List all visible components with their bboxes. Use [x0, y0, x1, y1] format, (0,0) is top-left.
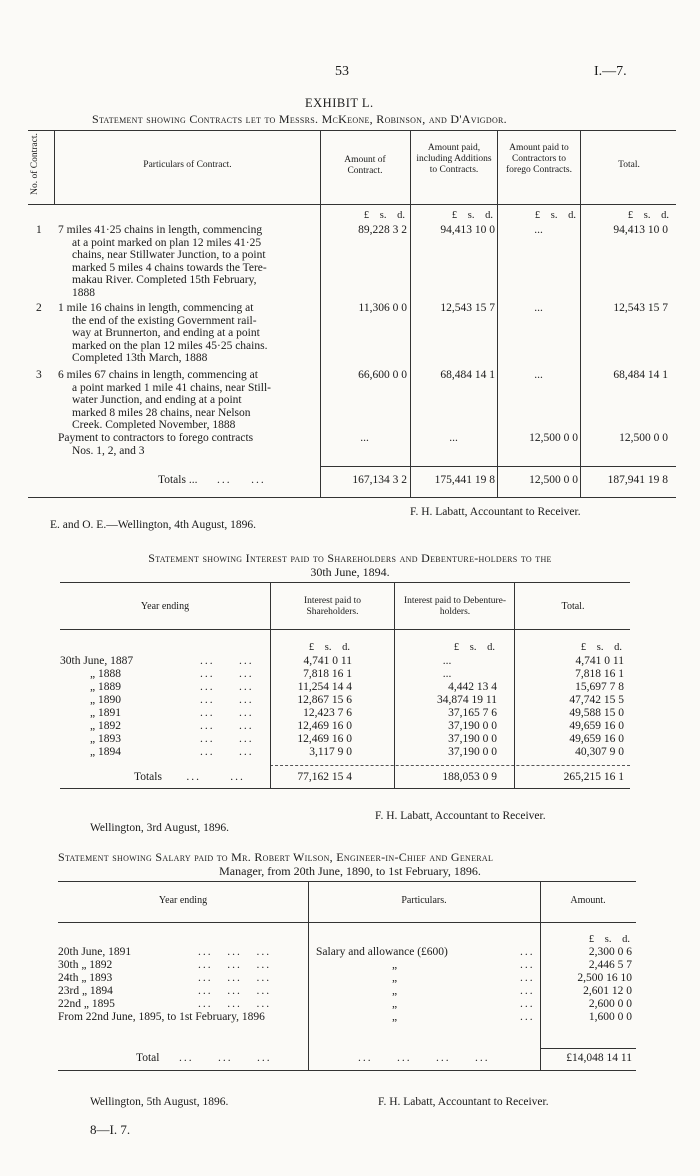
t2-row-deb: 37,165 7 6: [448, 707, 497, 719]
t2-total-deb: 188,053 0 9: [442, 771, 497, 783]
t3-signature: F. H. Labatt, Accountant to Receiver.: [378, 1096, 549, 1108]
t1-units-paid-to: £ s. d.: [534, 210, 576, 221]
t2-row-deb: ...: [442, 655, 452, 667]
t2-row-share: 7,818 16 1: [303, 668, 352, 680]
page-ref: I.—7.: [594, 64, 627, 79]
t2-row-year: 30th June, 1887: [60, 655, 134, 667]
t2-row-share: 11,254 14 4: [297, 681, 352, 693]
t2-row-total: 7,818 16 1: [575, 668, 624, 680]
t3-row-leader: ... ... ...: [198, 998, 272, 1010]
t1-row-particulars: chains, near Stillwater Junction, to a point: [72, 249, 266, 262]
t2-row-total: 49,659 16 0: [569, 733, 624, 745]
t2-header-share: Interest paid to Shareholders.: [304, 596, 361, 617]
t3-row-amount: 2,500 16 10: [577, 972, 632, 984]
t2-row-total: 47,742 15 5: [569, 694, 624, 706]
t1-row-particulars: way at Brunnerton, and ending at a point: [72, 327, 260, 340]
t2-row-deb: ...: [442, 668, 452, 680]
t2-total-total: 265,215 16 1: [563, 771, 624, 783]
t1-total-amount: 167,134 3 2: [352, 474, 407, 486]
t2-row-year: „ 1891: [90, 707, 121, 719]
t2-row-leader: ... ...: [200, 694, 254, 706]
table3-title-1: Statement showing Salary paid to Mr. Robert Wilson, Engineer-in-Chief and General: [58, 850, 494, 864]
t1-row-particulars: marked on the plan 12 miles 45·25 chains.: [72, 339, 268, 352]
t3-row-leader-2: ...: [520, 946, 535, 958]
t1-row-particulars: marked 8 miles 28 chains, near Nelson: [72, 406, 251, 419]
t2-row-share: 12,469 16 0: [297, 720, 352, 732]
table2-title-1: Statement showing Interest paid to Shareholders and Debenture-holders to the: [148, 551, 552, 565]
t2-row-year: „ 1889: [90, 681, 121, 693]
t1-row-particulars: 1 mile 16 chains in length, commencing at: [58, 302, 254, 314]
t2-signature: F. H. Labatt, Accountant to Receiver.: [375, 810, 546, 822]
t3-total-amount: £14,048 14 11: [566, 1052, 632, 1064]
t2-row-share: 12,469 16 0: [297, 733, 352, 745]
t2-row-share: 3,117 9 0: [309, 746, 352, 758]
t1-signature: F. H. Labatt, Accountant to Receiver.: [410, 506, 581, 518]
t1-row-particulars: Nos. 1, 2, and 3: [72, 444, 145, 457]
t2-row-leader: ... ...: [200, 681, 254, 693]
t1-totals-label: Totals ... ... ...: [158, 474, 266, 486]
t1-total-paid-to: 12,500 0 0: [529, 474, 578, 486]
t1-total-paid: 175,441 19 8: [434, 474, 495, 486]
t3-row-amount: 2,300 0 6: [588, 946, 632, 958]
t1-header-particulars: Particulars of Contract.: [143, 160, 232, 170]
t3-row-leader-2: ...: [520, 972, 535, 984]
t2-row-total: 4,741 0 11: [575, 655, 624, 667]
t2-row-deb: 37,190 0 0: [448, 720, 497, 732]
t1-row-total: 94,413 10 0: [613, 224, 668, 236]
t2-row-year: „ 1890: [90, 694, 121, 706]
t1-header-paid: Amount paid, including Additions to Contracts.: [416, 143, 492, 175]
t2-place-date: Wellington, 3rd August, 1896.: [90, 822, 229, 834]
t1-row-amount: 66,600 0 0: [358, 369, 407, 381]
t1-row-particulars: a point marked 1 mile 41 chains, near Still-: [72, 381, 271, 394]
t3-units-amount: £ s. d.: [588, 934, 630, 945]
t3-row-year: 22nd „ 1895: [58, 998, 115, 1010]
t1-row-particulars: the end of the existing Government rail-: [72, 314, 257, 327]
t1-row-paid: 94,413 10 0: [440, 224, 495, 236]
t3-row-leader-2: ...: [520, 985, 535, 997]
t1-row-amount: 11,306 0 0: [358, 302, 407, 314]
t2-row-year: „ 1888: [90, 668, 121, 680]
t3-row-leader: ... ... ...: [198, 959, 272, 971]
t2-units-share: £ s. d.: [308, 642, 350, 653]
page-footer: 8—I. 7.: [90, 1122, 131, 1137]
t1-row-paid-to: ...: [534, 302, 543, 314]
t1-row-no: 1: [36, 224, 42, 236]
t3-row-year: 30th „ 1892: [58, 959, 113, 971]
t1-row-particulars: Completed 13th March, 1888: [72, 352, 208, 365]
page-number: 53: [335, 64, 349, 79]
t1-row-total: 12,543 15 7: [613, 302, 668, 314]
t2-row-deb: 37,190 0 0: [448, 733, 497, 745]
t3-row-particulars: „: [392, 998, 398, 1010]
t3-row-year: 24th „ 1893: [58, 972, 113, 984]
t3-place-date: Wellington, 5th August, 1896.: [90, 1096, 229, 1108]
t3-header-particulars: Particulars.: [401, 895, 447, 906]
t2-row-total: 49,659 16 0: [569, 720, 624, 732]
t3-header-amount: Amount.: [570, 895, 606, 906]
t2-row-total: 49,588 15 0: [569, 707, 624, 719]
t1-units-amount: £ s. d.: [363, 210, 405, 221]
table1-title: Statement showing Contracts let to Messrs. McKeone, Robinson, and D'Avigdor.: [92, 112, 507, 126]
t1-row-paid-to: ...: [534, 369, 543, 381]
t2-row-leader: ... ...: [200, 668, 254, 680]
t1-row-amount: 89,228 3 2: [358, 224, 407, 236]
t1-row-total: 12,500 0 0: [619, 432, 668, 444]
t1-row-total: 68,484 14 1: [613, 369, 668, 381]
t1-header-paid-to: Amount paid to Contractors to forego Contracts.: [506, 143, 572, 175]
t2-header-year: Year ending: [140, 601, 190, 612]
t3-row-amount: 2,446 5 7: [588, 959, 632, 971]
t3-totals-dots: ... ... ... ...: [358, 1052, 490, 1064]
t2-row-year: „ 1894: [90, 746, 121, 758]
t3-row-particulars: „: [392, 1011, 398, 1023]
t2-row-share: 12,423 7 6: [303, 707, 352, 719]
t2-row-deb: 34,874 19 11: [437, 694, 497, 706]
t1-row-paid-to: 12,500 0 0: [529, 432, 578, 444]
t1-row-no: 2: [36, 302, 42, 314]
t1-row-amount: ...: [360, 432, 369, 444]
t1-units-total: £ s. d.: [627, 210, 669, 221]
t2-row-total: 15,697 7 8: [575, 681, 624, 693]
t3-row-particulars: „: [392, 959, 398, 971]
t2-row-leader: ... ...: [200, 720, 254, 732]
t2-total-share: 77,162 15 4: [297, 771, 352, 783]
t1-total-total: 187,941 19 8: [607, 474, 668, 486]
t2-row-year: „ 1893: [90, 733, 121, 745]
t3-row-leader: ... ... ...: [198, 946, 272, 958]
t1-row-particulars: Creek. Completed November, 1888: [72, 419, 236, 432]
t1-place-date: E. and O. E.—Wellington, 4th August, 1896.: [50, 519, 257, 531]
t1-header-no: No. of Contract.: [30, 133, 40, 195]
t1-row-particulars: makau River. Completed 15th February,: [72, 274, 257, 287]
t1-row-particulars: marked 5 miles 4 chains towards the Tere-: [72, 261, 267, 274]
table2-title-2: 30th June, 1894.: [310, 565, 390, 579]
t1-row-particulars: water Junction, and ending at a point: [72, 394, 242, 407]
t1-row-particulars: at a point marked on plan 12 miles 41·25: [72, 236, 262, 249]
t3-row-year: From 22nd June, 1895, to 1st February, 1896: [58, 1011, 265, 1023]
t3-row-leader-2: ...: [520, 1011, 535, 1023]
t1-row-paid: 68,484 14 1: [440, 369, 495, 381]
t3-row-particulars: „: [392, 972, 398, 984]
t1-row-paid: 12,543 15 7: [440, 302, 495, 314]
t3-row-amount: 2,601 12 0: [583, 985, 632, 997]
t1-row-particulars: 7 miles 41·25 chains in length, commencing: [58, 224, 263, 236]
t3-row-leader-2: ...: [520, 998, 535, 1010]
table3-title-2: Manager, from 20th June, 1890, to 1st February, 1896.: [219, 864, 481, 878]
t3-row-leader: ... ... ...: [198, 985, 272, 997]
t1-header-amount: Amount of Contract.: [344, 155, 386, 176]
t1-header-total: Total.: [618, 160, 640, 170]
t1-units-paid: £ s. d.: [451, 210, 493, 221]
t3-totals-label: Total ... ... ...: [136, 1052, 272, 1064]
t2-row-deb: 37,190 0 0: [448, 746, 497, 758]
exhibit-heading: EXHIBIT L.: [305, 96, 374, 110]
t2-units-total: £ s. d.: [580, 642, 622, 653]
t1-row-particulars: Payment to contractors to forego contracts: [58, 432, 254, 444]
t2-row-total: 40,307 9 0: [575, 746, 624, 758]
t2-row-leader: ... ...: [200, 655, 254, 667]
t3-header-year: Year ending: [158, 895, 208, 906]
t3-row-amount: 1,600 0 0: [588, 1011, 632, 1023]
t3-row-year: 20th June, 1891: [58, 946, 132, 958]
t3-row-leader: ... ... ...: [198, 972, 272, 984]
t2-row-share: 12,867 15 6: [297, 694, 352, 706]
t2-units-deb: £ s. d.: [453, 642, 495, 653]
t2-row-year: „ 1892: [90, 720, 121, 732]
t3-row-particulars: Salary and allowance (£600): [316, 946, 448, 958]
t2-row-leader: ... ...: [200, 733, 254, 745]
t1-row-particulars: 1888: [72, 287, 95, 299]
t3-row-leader-2: ...: [520, 959, 535, 971]
t3-row-amount: 2,600 0 0: [588, 998, 632, 1010]
t2-totals-label: Totals ... ...: [134, 771, 245, 783]
t1-row-particulars: 6 miles 67 chains in length, commencing at: [58, 369, 258, 381]
t2-row-deb: 4,442 13 4: [448, 681, 497, 693]
t1-row-no: 3: [36, 369, 42, 381]
t1-row-paid-to: ...: [534, 224, 543, 236]
t3-row-particulars: „: [392, 985, 398, 997]
t2-header-total: Total.: [561, 601, 585, 612]
t1-row-paid: ...: [449, 432, 458, 444]
t3-row-year: 23rd „ 1894: [58, 985, 113, 997]
t2-row-share: 4,741 0 11: [303, 655, 352, 667]
t2-row-leader: ... ...: [200, 746, 254, 758]
t2-header-deb: Interest paid to Debenture-holders.: [403, 596, 507, 617]
t2-row-leader: ... ...: [200, 707, 254, 719]
